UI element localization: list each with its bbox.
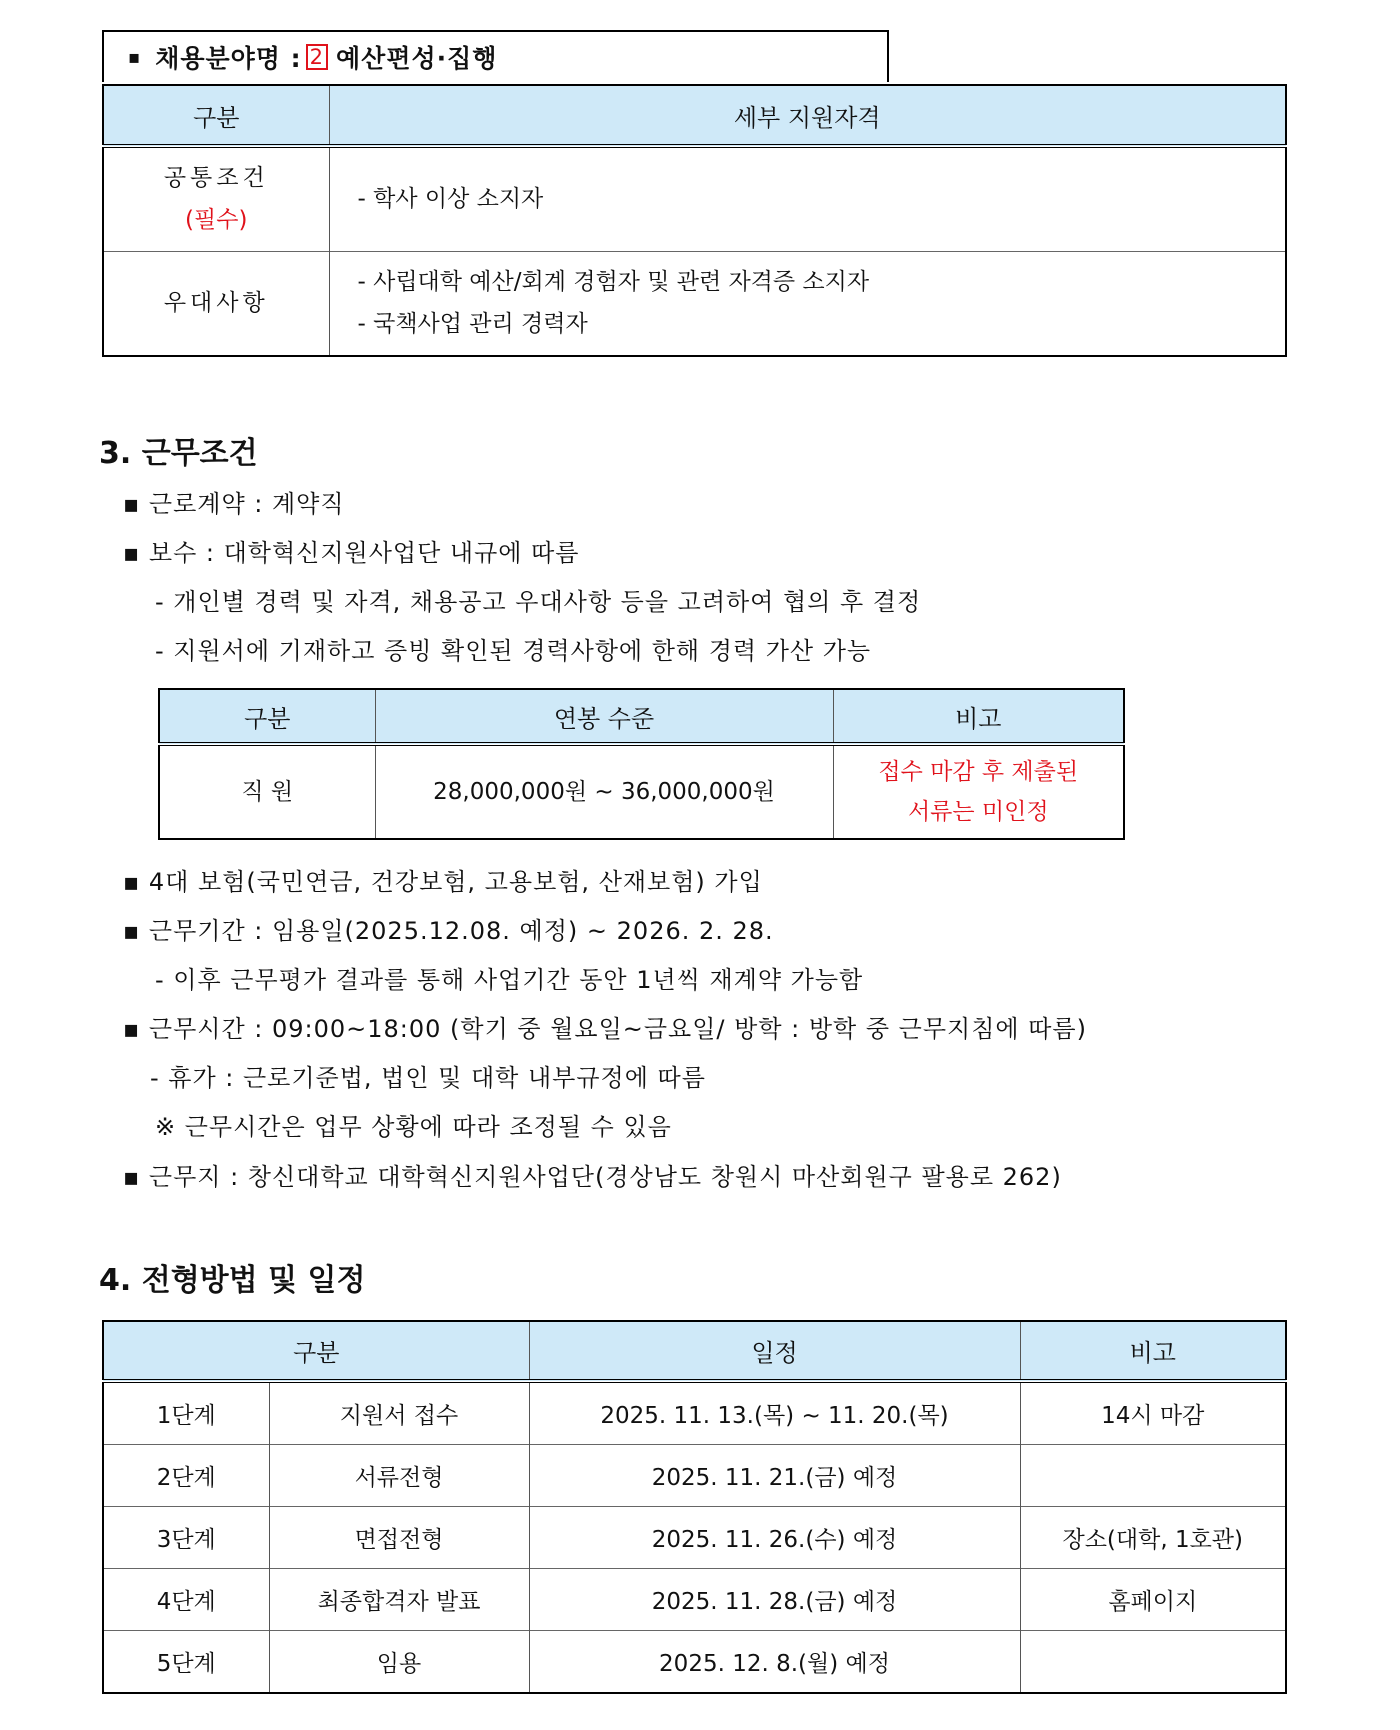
qualification-row-preferred — [103, 251, 1286, 356]
salary-category: 직 원 — [159, 744, 375, 839]
schedule-header-note: 비고 — [1020, 1321, 1286, 1381]
qual-required-note: (필수) — [185, 207, 248, 234]
schedule-date: 2025. 11. 28.(금) 예정 — [529, 1569, 1020, 1631]
work-line: ▪ 4대 보험(국민연금, 건강보험, 고용보험, 산재보험) 가입 — [123, 868, 763, 896]
section-3-heading: 3. 근무조건 — [99, 436, 258, 471]
schedule-stage: 1단계 — [103, 1381, 269, 1445]
schedule-name: 면접전형 — [269, 1507, 529, 1569]
qual-category-cell — [103, 251, 329, 356]
schedule-date: 2025. 11. 21.(금) 예정 — [529, 1445, 1020, 1507]
salary-note: 서류는 미인정 — [907, 799, 1049, 825]
salary-row — [159, 744, 1124, 839]
schedule-header-date: 일정 — [529, 1321, 1020, 1381]
qual-detail: - 학사 이상 소지자 — [357, 186, 544, 213]
schedule-stage: 4단계 — [103, 1569, 269, 1631]
qual-category: 우대사항 — [163, 290, 269, 317]
field-title-box — [102, 30, 889, 82]
schedule-date: 2025. 12. 8.(월) 예정 — [529, 1631, 1020, 1694]
schedule-stage: 5단계 — [103, 1631, 269, 1694]
schedule-note: 장소(대학, 1호관) — [1020, 1507, 1286, 1569]
qual-header-category: 구분 — [103, 85, 329, 146]
schedule-note: 14시 마감 — [1020, 1381, 1286, 1445]
schedule-date: 2025. 11. 13.(목) ~ 11. 20.(목) — [529, 1381, 1020, 1445]
schedule-name: 최종합격자 발표 — [269, 1569, 529, 1631]
work-line: - 지원서에 기재하고 증빙 확인된 경력사항에 한해 경력 가산 가능 — [155, 637, 872, 665]
schedule-name: 지원서 접수 — [269, 1381, 529, 1445]
field-name: 예산편성·집행 — [336, 44, 498, 73]
section-4-heading: 4. 전형방법 및 일정 — [99, 1263, 366, 1298]
qual-header-details: 세부 지원자격 — [329, 85, 1286, 146]
salary-table — [158, 688, 1125, 840]
field-number-badge: 2 — [306, 44, 328, 70]
qualification-header-row — [103, 85, 1286, 146]
salary-header-range: 연봉 수준 — [375, 689, 833, 744]
salary-header-category: 구분 — [159, 689, 375, 744]
work-line: ▪ 보수 : 대학혁신지원사업단 내규에 따름 — [123, 539, 580, 567]
qualification-table — [102, 84, 1287, 357]
work-line: ▪ 근로계약 : 계약직 — [123, 490, 345, 518]
work-line: - 개인별 경력 및 자격, 채용공고 우대사항 등을 고려하여 협의 후 결정 — [155, 588, 922, 616]
schedule-name: 서류전형 — [269, 1445, 529, 1507]
schedule-note: 홈페이지 — [1020, 1569, 1286, 1631]
work-line: - 휴가 : 근로기준법, 법인 및 대학 내부규정에 따름 — [150, 1064, 706, 1092]
work-line: ▪ 근무지 : 창신대학교 대학혁신지원사업단(경상남도 창원시 마산회원구 팔용로 262) — [123, 1163, 1062, 1191]
schedule-name: 임용 — [269, 1631, 529, 1694]
qual-details-cell — [329, 251, 1286, 356]
work-line: ▪ 근무시간 : 09:00~18:00 (학기 중 월요일~금요일/ 방학 : 방학 중 근무지침에 따름) — [123, 1015, 1087, 1043]
qual-category: 공통조건 — [163, 165, 269, 192]
salary-note: 접수 마감 후 제출된 — [878, 759, 1079, 785]
schedule-header-row — [103, 1321, 1286, 1381]
salary-header-note: 비고 — [833, 689, 1124, 744]
qual-category-cell — [103, 146, 329, 251]
table-row — [103, 1569, 1286, 1631]
work-line: ※ 근무시간은 업무 상황에 따라 조정될 수 있음 — [155, 1113, 672, 1141]
salary-note-cell — [833, 744, 1124, 839]
schedule-stage: 2단계 — [103, 1445, 269, 1507]
schedule-note — [1020, 1445, 1286, 1507]
schedule-note — [1020, 1631, 1286, 1694]
qualification-row-common — [103, 146, 1286, 251]
work-line: ▪ 근무기간 : 임용일(2025.12.08. 예정) ~ 2026. 2. 28. — [123, 917, 774, 945]
salary-header-row — [159, 689, 1124, 744]
table-row — [103, 1507, 1286, 1569]
table-row — [103, 1381, 1286, 1445]
field-label: 채용분야명 : — [155, 44, 302, 73]
schedule-table — [102, 1320, 1287, 1694]
qual-detail: - 국책사업 관리 경력자 — [357, 311, 588, 338]
field-bullet: ▪ — [128, 46, 142, 68]
table-row — [103, 1445, 1286, 1507]
qual-detail: - 사립대학 예산/회계 경험자 및 관련 자격증 소지자 — [357, 269, 870, 296]
table-row — [103, 1631, 1286, 1694]
schedule-stage: 3단계 — [103, 1507, 269, 1569]
qual-details-cell — [329, 146, 1286, 251]
schedule-date: 2025. 11. 26.(수) 예정 — [529, 1507, 1020, 1569]
schedule-header-stage: 구분 — [103, 1321, 529, 1381]
salary-range: 28,000,000원 ~ 36,000,000원 — [375, 744, 833, 839]
work-line: - 이후 근무평가 결과를 통해 사업기간 동안 1년씩 재계약 가능함 — [155, 966, 864, 994]
